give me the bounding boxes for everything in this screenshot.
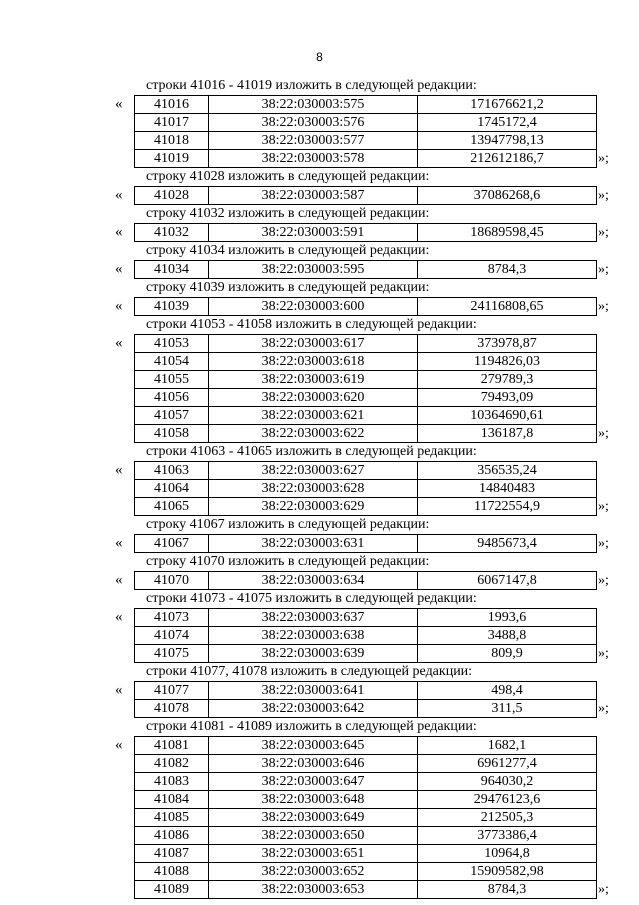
table-block: [0, 736, 639, 899]
cadastral-number-cell: 38:22:030003:600: [209, 298, 418, 316]
table-row: [135, 682, 597, 700]
row-number-cell: 41054: [135, 353, 209, 371]
cadastral-number-cell: 38:22:030003:641: [209, 682, 418, 700]
row-number-cell: 41078: [135, 700, 209, 718]
value-cell: 1745172,4: [418, 114, 597, 132]
closing-quote: »;: [598, 262, 609, 277]
row-number-cell: 41039: [135, 298, 209, 316]
table-row: [135, 845, 597, 863]
value-cell: 79493,09: [418, 389, 597, 407]
cadastral-number-cell: 38:22:030003:649: [209, 809, 418, 827]
cadastral-number-cell: 38:22:030003:651: [209, 845, 418, 863]
value-cell: 373978,87: [418, 335, 597, 353]
value-cell: 279789,3: [418, 371, 597, 389]
closing-quote: »;: [598, 882, 609, 897]
closing-quote: »;: [598, 299, 609, 314]
table-row: [135, 809, 597, 827]
opening-quote: «: [115, 261, 123, 277]
cadastral-number-cell: 38:22:030003:652: [209, 863, 418, 881]
table-row: [135, 627, 597, 645]
table-row: [135, 407, 597, 425]
row-number-cell: 41073: [135, 609, 209, 627]
data-table: [134, 260, 597, 279]
value-cell: 9485673,4: [418, 535, 597, 553]
cadastral-number-cell: 38:22:030003:648: [209, 791, 418, 809]
closing-quote: »;: [598, 646, 609, 661]
cadastral-number-cell: 38:22:030003:634: [209, 572, 418, 590]
section-heading: строки 41077, 41078 изложить в следующей редакции:: [146, 664, 473, 679]
opening-quote: «: [115, 572, 123, 588]
opening-quote: «: [115, 737, 123, 753]
data-table: [134, 681, 597, 718]
table-row: [135, 863, 597, 881]
row-number-cell: 41067: [135, 535, 209, 553]
row-number-cell: 41085: [135, 809, 209, 827]
row-number-cell: 41086: [135, 827, 209, 845]
opening-quote: «: [115, 462, 123, 478]
table-row: [135, 535, 597, 553]
cadastral-number-cell: 38:22:030003:578: [209, 150, 418, 168]
cadastral-number-cell: 38:22:030003:621: [209, 407, 418, 425]
closing-quote: »;: [598, 573, 609, 588]
cadastral-number-cell: 38:22:030003:639: [209, 645, 418, 663]
table-row: [135, 261, 597, 279]
cadastral-number-cell: 38:22:030003:638: [209, 627, 418, 645]
opening-quote: «: [115, 535, 123, 551]
cadastral-number-cell: 38:22:030003:629: [209, 498, 418, 516]
section-heading: строки 41016 - 41019 изложить в следующей редакции:: [146, 78, 477, 93]
value-cell: 24116808,65: [418, 298, 597, 316]
section-heading: строку 41032 изложить в следующей редакции:: [146, 206, 430, 221]
data-table: [134, 186, 597, 205]
table-block: [0, 571, 639, 590]
row-number-cell: 41081: [135, 737, 209, 755]
value-cell: 498,4: [418, 682, 597, 700]
row-number-cell: 41065: [135, 498, 209, 516]
cadastral-number-cell: 38:22:030003:617: [209, 335, 418, 353]
opening-quote: «: [115, 187, 123, 203]
section-heading: строки 41063 - 41065 изложить в следующей редакции:: [146, 444, 477, 459]
table-row: [135, 150, 597, 168]
row-number-cell: 41077: [135, 682, 209, 700]
table-block: [0, 223, 639, 242]
value-cell: 136187,8: [418, 425, 597, 443]
table-row: [135, 371, 597, 389]
data-table: [134, 736, 597, 899]
value-cell: 1682,1: [418, 737, 597, 755]
row-number-cell: 41018: [135, 132, 209, 150]
cadastral-number-cell: 38:22:030003:645: [209, 737, 418, 755]
document-body: [0, 77, 639, 899]
value-cell: 6961277,4: [418, 755, 597, 773]
value-cell: 809,9: [418, 645, 597, 663]
page-number: 8: [316, 50, 323, 64]
section-heading: строку 41070 изложить в следующей редакции:: [146, 554, 430, 569]
value-cell: 37086268,6: [418, 187, 597, 205]
cadastral-number-cell: 38:22:030003:622: [209, 425, 418, 443]
table-row: [135, 114, 597, 132]
table-row: [135, 498, 597, 516]
closing-quote: »;: [598, 536, 609, 551]
table-row: [135, 224, 597, 242]
section-heading: строки 41081 - 41089 изложить в следующей редакции:: [146, 719, 477, 734]
value-cell: 13947798,13: [418, 132, 597, 150]
cadastral-number-cell: 38:22:030003:587: [209, 187, 418, 205]
cadastral-number-cell: 38:22:030003:646: [209, 755, 418, 773]
table-row: [135, 572, 597, 590]
value-cell: 10364690,61: [418, 407, 597, 425]
value-cell: 964030,2: [418, 773, 597, 791]
cadastral-number-cell: 38:22:030003:650: [209, 827, 418, 845]
row-number-cell: 41034: [135, 261, 209, 279]
table-block: [0, 186, 639, 205]
table-row: [135, 353, 597, 371]
cadastral-number-cell: 38:22:030003:618: [209, 353, 418, 371]
cadastral-number-cell: 38:22:030003:619: [209, 371, 418, 389]
cadastral-number-cell: 38:22:030003:637: [209, 609, 418, 627]
closing-quote: »;: [598, 701, 609, 716]
row-number-cell: 41032: [135, 224, 209, 242]
row-number-cell: 41089: [135, 881, 209, 899]
cadastral-number-cell: 38:22:030003:653: [209, 881, 418, 899]
closing-quote: »;: [598, 151, 609, 166]
table-block: [0, 334, 639, 443]
cadastral-number-cell: 38:22:030003:591: [209, 224, 418, 242]
cadastral-number-cell: 38:22:030003:575: [209, 96, 418, 114]
table-row: [135, 480, 597, 498]
closing-quote: »;: [598, 426, 609, 441]
table-row: [135, 389, 597, 407]
table-block: [0, 95, 639, 168]
table-row: [135, 187, 597, 205]
section-heading: строку 41034 изложить в следующей редакции:: [146, 243, 430, 258]
table-row: [135, 462, 597, 480]
row-number-cell: 41088: [135, 863, 209, 881]
row-number-cell: 41028: [135, 187, 209, 205]
data-table: [134, 608, 597, 663]
table-row: [135, 773, 597, 791]
value-cell: 212505,3: [418, 809, 597, 827]
table-row: [135, 298, 597, 316]
cadastral-number-cell: 38:22:030003:620: [209, 389, 418, 407]
table-block: [0, 608, 639, 663]
table-row: [135, 645, 597, 663]
opening-quote: «: [115, 96, 123, 112]
cadastral-number-cell: 38:22:030003:595: [209, 261, 418, 279]
value-cell: 1993,6: [418, 609, 597, 627]
row-number-cell: 41017: [135, 114, 209, 132]
table-block: [0, 297, 639, 316]
table-row: [135, 335, 597, 353]
data-table: [134, 334, 597, 443]
data-table: [134, 223, 597, 242]
opening-quote: «: [115, 224, 123, 240]
table-row: [135, 700, 597, 718]
row-number-cell: 41070: [135, 572, 209, 590]
cadastral-number-cell: 38:22:030003:631: [209, 535, 418, 553]
section-heading: строку 41039 изложить в следующей редакции:: [146, 280, 430, 295]
opening-quote: «: [115, 298, 123, 314]
value-cell: 171676621,2: [418, 96, 597, 114]
cadastral-number-cell: 38:22:030003:628: [209, 480, 418, 498]
data-table: [134, 461, 597, 516]
table-row: [135, 96, 597, 114]
table-row: [135, 755, 597, 773]
table-row: [135, 881, 597, 899]
value-cell: 3488,8: [418, 627, 597, 645]
row-number-cell: 41057: [135, 407, 209, 425]
value-cell: 15909582,98: [418, 863, 597, 881]
value-cell: 11722554,9: [418, 498, 597, 516]
row-number-cell: 41016: [135, 96, 209, 114]
row-number-cell: 41058: [135, 425, 209, 443]
value-cell: 8784,3: [418, 261, 597, 279]
cadastral-number-cell: 38:22:030003:642: [209, 700, 418, 718]
table-row: [135, 827, 597, 845]
section-heading: строки 41053 - 41058 изложить в следующей редакции:: [146, 317, 477, 332]
row-number-cell: 41087: [135, 845, 209, 863]
cadastral-number-cell: 38:22:030003:627: [209, 462, 418, 480]
data-table: [134, 534, 597, 553]
data-table: [134, 571, 597, 590]
cadastral-number-cell: 38:22:030003:576: [209, 114, 418, 132]
table-row: [135, 737, 597, 755]
data-table: [134, 95, 597, 168]
table-block: [0, 461, 639, 516]
value-cell: 8784,3: [418, 881, 597, 899]
section-heading: строку 41067 изложить в следующей редакции:: [146, 517, 430, 532]
table-row: [135, 132, 597, 150]
table-block: [0, 681, 639, 718]
section-heading: строку 41028 изложить в следующей редакции:: [146, 169, 430, 184]
value-cell: 6067147,8: [418, 572, 597, 590]
row-number-cell: 41064: [135, 480, 209, 498]
row-number-cell: 41083: [135, 773, 209, 791]
cadastral-number-cell: 38:22:030003:577: [209, 132, 418, 150]
section-heading: строки 41073 - 41075 изложить в следующей редакции:: [146, 591, 477, 606]
value-cell: 356535,24: [418, 462, 597, 480]
value-cell: 3773386,4: [418, 827, 597, 845]
value-cell: 14840483: [418, 480, 597, 498]
row-number-cell: 41056: [135, 389, 209, 407]
row-number-cell: 41063: [135, 462, 209, 480]
closing-quote: »;: [598, 188, 609, 203]
closing-quote: »;: [598, 499, 609, 514]
table-block: [0, 534, 639, 553]
value-cell: 10964,8: [418, 845, 597, 863]
row-number-cell: 41055: [135, 371, 209, 389]
table-row: [135, 609, 597, 627]
row-number-cell: 41019: [135, 150, 209, 168]
value-cell: 1194826,03: [418, 353, 597, 371]
row-number-cell: 41084: [135, 791, 209, 809]
opening-quote: «: [115, 609, 123, 625]
data-table: [134, 297, 597, 316]
row-number-cell: 41082: [135, 755, 209, 773]
table-row: [135, 791, 597, 809]
row-number-cell: 41075: [135, 645, 209, 663]
value-cell: 212612186,7: [418, 150, 597, 168]
value-cell: 29476123,6: [418, 791, 597, 809]
value-cell: 18689598,45: [418, 224, 597, 242]
cadastral-number-cell: 38:22:030003:647: [209, 773, 418, 791]
value-cell: 311,5: [418, 700, 597, 718]
closing-quote: »;: [598, 225, 609, 240]
table-row: [135, 425, 597, 443]
opening-quote: «: [115, 335, 123, 351]
opening-quote: «: [115, 682, 123, 698]
row-number-cell: 41053: [135, 335, 209, 353]
table-block: [0, 260, 639, 279]
row-number-cell: 41074: [135, 627, 209, 645]
